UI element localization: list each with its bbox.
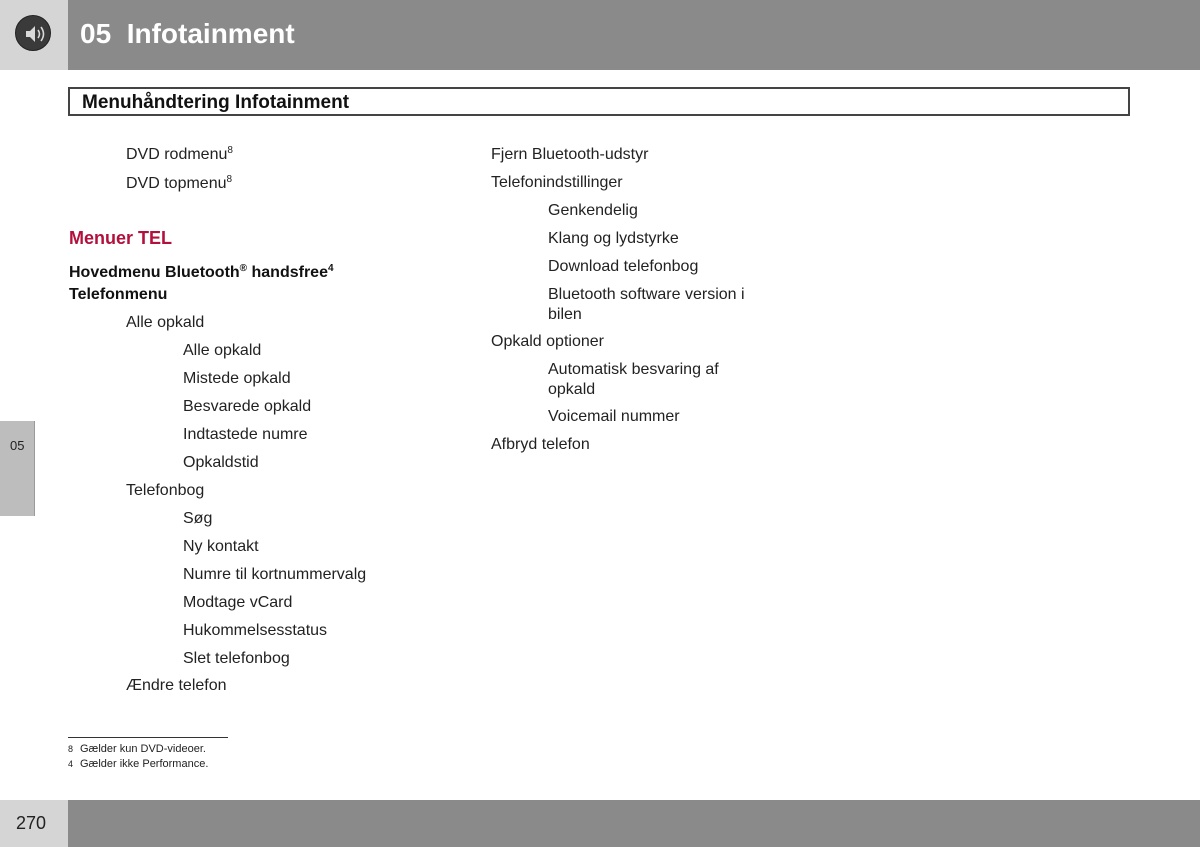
submenu-item: Voicemail nummer [548,408,680,425]
submenu-item: Numre til kortnummervalg [183,566,367,583]
submenu-item: Hukommelsesstatus [183,622,328,639]
menu-item: Opkald optioner [491,333,604,350]
submenu-item: Slet telefonbog [183,650,290,667]
menu-item: Afbryd telefon [491,436,590,453]
speaker-icon [15,15,51,51]
submenu-item: Genkendelig [548,202,638,219]
footer-bar [68,800,1200,847]
menu-item: Telefonindstillinger [491,174,623,191]
chapter-side-tab [0,421,35,516]
submenu-item: Opkaldstid [183,454,259,471]
submenu-item: Modtage vCard [183,594,293,611]
footnote-text: Gælder ikke Performance. [80,758,209,770]
heading-text: Hovedmenu Bluetooth [69,264,240,281]
submenu-item: Ny kontakt [183,538,259,555]
section-title: Menuhåndtering Infotainment [82,92,350,113]
chapter-side-tab-label: 05 [10,438,25,453]
menu-item: Fjern Bluetooth-udstyr [491,146,649,163]
bluetooth-main-menu-heading [69,264,334,282]
footnote-ref: 8 [226,174,233,185]
footnote [68,743,206,755]
registered-mark: ® [239,263,248,274]
submenu-item: Alle opkald [183,342,262,359]
page-number: 270 [16,813,47,833]
footnote-ref: 8 [227,145,233,156]
submenu-item: Indtastede numre [183,426,308,443]
footnote [68,758,208,770]
submenu-item: Mistede opkald [183,370,291,387]
submenu-item: Bluetooth software version i bilen [548,286,745,323]
submenu-item: Automatisk besvaring af opkald [548,361,719,398]
header-icon-box [0,0,68,70]
footnote-number: 4 [68,759,74,769]
menu-item: Telefonbog [126,482,205,499]
telefonmenu-heading: Telefonmenu [69,286,168,303]
menu-item-label: DVD topmenu [126,175,227,192]
menu-item: Ændre telefon [126,677,227,694]
submenu-item: Download telefonbog [548,258,699,275]
heading-text-suffix: handsfree [247,264,328,281]
footnote-number: 8 [68,744,74,754]
submenu-item: Klang og lydstyrke [548,230,679,247]
menu-item-label: DVD rodmenu [126,146,228,163]
submenu-item: Besvarede opkald [183,398,312,415]
footnote-text: Gælder kun DVD-videoer. [80,743,206,755]
menu-item-dvd-root [126,145,233,165]
chapter-title: 05 Infotainment [80,18,295,49]
tel-menus-heading: Menuer TEL [69,228,173,248]
menu-item: Alle opkald [126,314,205,331]
menu-item-dvd-top [126,174,232,194]
submenu-item: Søg [183,510,213,527]
footnote-divider [68,737,228,738]
footnote-ref: 4 [327,263,334,274]
section-title-box [68,87,1130,116]
